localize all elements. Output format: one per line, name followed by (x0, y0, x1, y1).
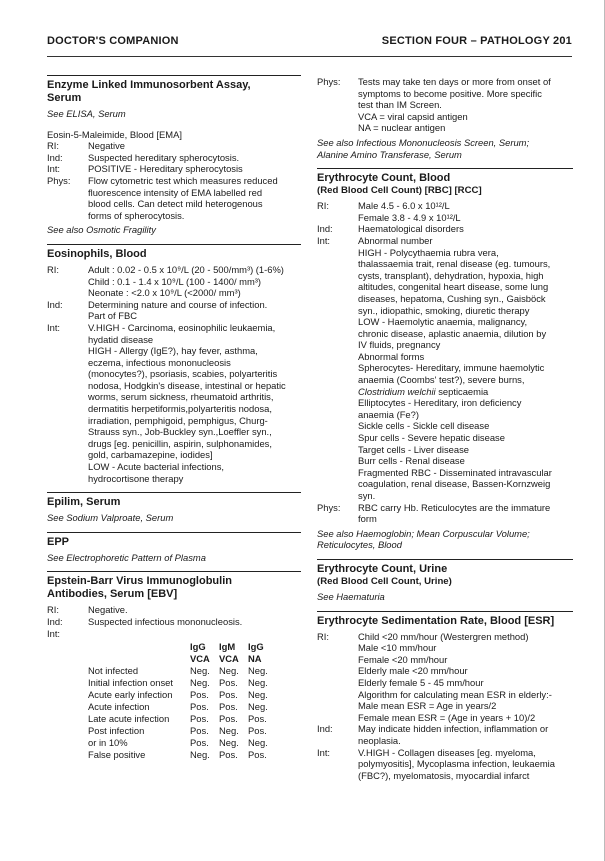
text-line: test than IM Screen. (358, 99, 442, 111)
field-label: Phys: (317, 76, 341, 87)
table-cell: Pos. (219, 749, 238, 761)
left-column (47, 75, 301, 769)
text-line: syn., idiopathic, smoking, diuretic therapy (358, 304, 530, 316)
table-cell: Pos. (190, 725, 209, 737)
field-label: RI: (317, 200, 329, 212)
text-line: thalassaemia trait, renal disease (eg. tumours, (358, 258, 551, 270)
entry-rbc-urine (317, 559, 573, 603)
row-stage: Late acute infection (88, 713, 170, 725)
text-line: fluorescence intensity of EMA labelled red (88, 186, 263, 198)
text-line: (FBC?), myelomatosis, myocardial infarct (358, 769, 530, 781)
field-text (88, 628, 301, 640)
entry-rbc-blood (317, 168, 573, 551)
row-stage: Post infection (88, 725, 145, 737)
text-line: altitudes, congenital heart disease, some lung (358, 281, 549, 293)
table-cell: Neg. (219, 737, 239, 749)
entry-subtitle: (Red Blood Cell Count) [RBC] [RCC] (317, 185, 482, 197)
see-reference: See also Haemoglobin; Mean Corpuscular Volume; Reticulocytes, Blood (317, 527, 530, 551)
entry-title: Erythrocyte Count, Urine (317, 562, 448, 575)
col-header-igg-na: IgG NA (248, 641, 264, 665)
field-text (358, 76, 573, 134)
row-stage: Acute early infection (88, 689, 173, 701)
entry-title: Enzyme Linked Immunosorbent Assay, Serum (47, 79, 251, 104)
entry-title: Eosinophils, Blood (47, 247, 147, 260)
text-line: Strauss syn., Job-Buckley syn.,Loeffler syn., (88, 426, 272, 438)
entry-epilim (47, 492, 301, 524)
text-line: HIGH - Polycythaemia rubra vera, (358, 246, 499, 258)
field-label: Int: (317, 746, 331, 758)
table-row (88, 701, 277, 713)
text-line: V.HIGH - Collagen diseases [eg. myeloma, (358, 746, 536, 758)
ebv-phys-rows (317, 76, 573, 134)
field-label: RI: (317, 630, 329, 642)
row-stage: Acute infection (88, 701, 150, 713)
text-line: LOW - Haemolytic anaemia, malignancy, (358, 316, 528, 328)
table-cell: Pos. (190, 713, 209, 725)
see-reference: See Haematuria (317, 590, 385, 602)
field-text (88, 604, 301, 616)
text-line: Negative (88, 140, 126, 152)
text-line: blood cells. Can detect mild heterogenous (88, 198, 263, 210)
row-stage: or in 10% (88, 737, 128, 749)
field-label: Ind: (317, 223, 333, 235)
text-line: Negative. (88, 604, 128, 616)
text-line: nodosa, Hodgkin's disease, intestinal or hepatic (88, 379, 286, 391)
entry-title: Epilim, Serum (47, 496, 121, 509)
entry-ebv (47, 571, 301, 761)
text-line: VCA = viral capsid antigen (358, 110, 468, 122)
field-label: Ind: (47, 298, 63, 310)
field-row (47, 299, 301, 322)
table-cell: Pos. (219, 689, 238, 701)
table-row (88, 665, 277, 677)
table-cell: Neg. (219, 665, 239, 677)
field-label: Phys: (317, 501, 341, 513)
text-line: Determining nature and course of infection. (88, 298, 268, 310)
field-text (88, 264, 301, 299)
text-line: Flow cytometric test which measures reduced (88, 174, 278, 186)
section-page: SECTION FOUR – PATHOLOGY 201 (381, 35, 572, 47)
text-line: Male <10 mm/hour (358, 642, 437, 654)
field-text (358, 223, 573, 235)
field-label: RI: (47, 140, 59, 152)
text-line: worms, serum sickness, rheumatoid arthritis, (88, 391, 274, 403)
text-line: LOW - Acute bacterial infections, (88, 461, 224, 473)
text-line: Female <20 mm/hour (358, 653, 448, 665)
field-row (317, 747, 573, 782)
ema-name: Eosin-5-Maleimide, Blood [EMA] (47, 128, 182, 140)
table-row (88, 713, 277, 725)
rbc-blood-rows (317, 200, 573, 525)
book-title: DOCTOR'S COMPANION (47, 35, 179, 47)
table-cell: Neg. (248, 737, 268, 749)
entry-subtitle: (Red Blood Cell Count, Urine) (317, 575, 452, 587)
table-cell: Pos. (219, 701, 238, 713)
field-row (47, 163, 301, 175)
text-line: drugs [eg. penicillin, aspirin, sulphonamides, (88, 437, 272, 449)
text-line: POSITIVE - Hereditary spherocytosis (88, 163, 243, 175)
text-line: Burr cells - Renal disease (358, 455, 465, 467)
text-line: anaemia (Fe?) (358, 408, 419, 420)
table-cell: Neg. (248, 665, 268, 677)
text-line: symptoms to become positive. More specific (358, 87, 542, 99)
text-line: Elderly female 5 - 45 mm/hour (358, 676, 484, 688)
field-row (317, 235, 573, 502)
see-reference: See Sodium Valproate, Serum (47, 512, 174, 524)
field-label: Int: (47, 163, 61, 175)
table-cell: Pos. (248, 713, 267, 725)
table-cell: Pos. (248, 749, 267, 761)
field-label: Int: (47, 321, 61, 333)
entry-epp (47, 532, 301, 564)
entry-title: Erythrocyte Count, Blood (317, 172, 451, 185)
text-line: Target cells - Liver disease (358, 443, 469, 455)
text-line: (monocytes?), psoriasis, scabies, polyarteritis (88, 368, 278, 380)
field-label: Int: (317, 234, 331, 246)
row-stage: False positive (88, 749, 146, 761)
text-line: neoplasia. (358, 734, 401, 746)
field-row (317, 631, 573, 724)
entry-title: Epstein-Barr Virus Immunoglobulin Antibodies, Serum [EBV] (47, 575, 232, 601)
table-row (88, 737, 277, 749)
table-cell: Neg. (190, 749, 210, 761)
field-text (88, 140, 301, 152)
field-row (47, 628, 301, 640)
see-reference: See ELISA, Serum (47, 108, 126, 119)
text-line: Elliptocytes - Hereditary, iron deficiency (358, 397, 522, 409)
entry-elisa (47, 75, 301, 236)
field-text (358, 747, 573, 782)
text-line: gold, carbamazepine, iodides] (88, 449, 213, 461)
text-line: NA = nuclear antigen (358, 122, 446, 134)
text-line: Male 4.5 - 6.0 x 10¹²/L (358, 200, 450, 212)
table-cell: Pos. (248, 725, 267, 737)
text-line: Algorithm for calculating mean ESR in elderly:- (358, 688, 552, 700)
table-cell: Pos. (219, 713, 238, 725)
field-text (88, 299, 301, 322)
entry-ebv-continued (317, 76, 573, 160)
see-reference: See also Infectious Mononucleosis Screen, Serum; Alanine Amino Transferase, Serum (317, 136, 530, 160)
text-line: anaemia (Coombs' test?), severe burns, (358, 374, 525, 386)
table-cell: Neg. (190, 665, 210, 677)
field-text (88, 322, 301, 484)
field-row (47, 604, 301, 616)
col-header-igm-vca: IgM VCA (219, 641, 239, 665)
table-row (88, 749, 277, 761)
text-line: Spur cells - Severe hepatic disease (358, 432, 505, 444)
entry-esr (317, 611, 573, 782)
field-text (358, 631, 573, 724)
text-line: Abnormal forms (358, 350, 425, 362)
table-cell: Pos. (190, 737, 209, 749)
table-row (88, 677, 277, 689)
row-stage: Not infected (88, 665, 139, 677)
field-label: Ind: (317, 723, 333, 735)
field-label: Int: (47, 627, 61, 639)
field-text (88, 152, 301, 164)
field-row (317, 223, 573, 235)
ema-rows (47, 140, 301, 221)
eosinophils-rows (47, 264, 301, 484)
row-stage: Initial infection onset (88, 677, 173, 689)
field-text (358, 502, 573, 525)
text-line: Child <20 mm/hour (Westergren method) (358, 630, 529, 642)
text-line: Neonate : <2.0 x 10⁹/L (<2000/ mm³) (88, 287, 241, 299)
text-line: Spherocytes- Hereditary, immune haemolytic (358, 362, 545, 374)
field-label: Ind: (47, 616, 63, 627)
esr-rows (317, 631, 573, 782)
see-reference: See Electrophoretic Pattern of Plasma (47, 551, 206, 563)
running-header (47, 36, 572, 50)
header-rule (47, 56, 572, 57)
field-row (47, 140, 301, 152)
text-line (88, 628, 301, 640)
field-label: Ind: (47, 151, 63, 163)
text-line: Fragmented RBC - Disseminated intravascular (358, 466, 552, 478)
text-line: IV fluids, pregnancy (358, 339, 441, 351)
text-line: Female mean ESR = (Age in years + 10)/2 (358, 711, 536, 723)
field-text (88, 616, 301, 628)
text-line: eczema, infectious mononucleosis (88, 356, 231, 368)
text-line: polymyositis], Mycoplasma infection, leukaemia (358, 758, 555, 770)
text-line: V.HIGH - Carcinoma, eosinophilic leukaemia, (88, 321, 276, 333)
text-line: Part of FBC (88, 310, 137, 322)
text-line: dermatitis herpetiformis,polyarteritis nodosa, (88, 403, 272, 415)
table-cell: Pos. (190, 701, 209, 713)
text-line: forms of spherocytosis. (88, 209, 185, 221)
text-line: Adult : 0.02 - 0.5 x 10⁹/L (20 - 500/mm³) (1-6%) (88, 263, 284, 275)
field-text (358, 723, 573, 746)
text-line: Elderly male <20 mm/hour (358, 665, 468, 677)
text-line: HIGH - Allergy (IgE?), hay fever, asthma, (88, 345, 258, 357)
entry-title: Erythrocyte Sedimentation Rate, Blood [ESR] (317, 614, 555, 627)
table-cell: Neg. (248, 689, 268, 701)
text-line: irradiation, pemphigoid, pemphigus, Churg- (88, 414, 268, 426)
text-line: Clostridium welchii septicaemia (358, 385, 489, 397)
field-label: RI: (47, 604, 59, 616)
text-line: Suspected hereditary spherocytosis. (88, 151, 240, 163)
field-row (317, 76, 573, 134)
table-cell: Pos. (190, 689, 209, 701)
entry-title: EPP (47, 535, 70, 548)
text-line: hydrocortisone therapy (88, 472, 184, 484)
text-line: chronic disease, aplastic anaemia, dilution by (358, 327, 547, 339)
table-row (88, 689, 277, 701)
text-line: Tests may take ten days or more from onset of (358, 76, 551, 87)
col-header-igg-vca: IgG VCA (190, 641, 210, 665)
entry-eosinophils (47, 244, 301, 484)
text-line: Suspected infectious mononucleosis. (88, 616, 243, 627)
field-row (47, 616, 301, 628)
field-row (317, 200, 573, 223)
text-line: May indicate hidden infection, inflammation or (358, 723, 549, 735)
text-line: Abnormal number (358, 234, 433, 246)
text-line: Male mean ESR = Age in years/2 (358, 700, 497, 712)
text-line: Haematological disorders (358, 223, 464, 235)
field-row (47, 175, 301, 221)
text-line: hydatid disease (88, 333, 154, 345)
table-cell: Neg. (248, 701, 268, 713)
text-line: Sickle cells - Sickle cell disease (358, 420, 490, 432)
text-line: Female 3.8 - 4.9 x 10¹²/L (358, 211, 461, 223)
field-row (47, 264, 301, 299)
right-column (317, 76, 573, 789)
field-label: RI: (47, 263, 59, 275)
table-cell: Neg. (219, 725, 239, 737)
text-line: syn. (358, 490, 376, 501)
field-row (317, 502, 573, 525)
table-cell: Pos. (219, 677, 238, 689)
text-line: Child : 0.1 - 1.4 x 10⁹/L (100 - 1400/ mm³) (88, 275, 262, 287)
text-line: coagulation, renal disease, Bassen-Kornzweig (358, 478, 551, 490)
text-line: RBC carry Hb. Reticulocytes are the immature (358, 501, 551, 513)
field-row (47, 152, 301, 164)
field-row (47, 322, 301, 484)
table-cell: Neg. (248, 677, 268, 689)
field-text (88, 163, 301, 175)
text-line: form (358, 513, 377, 525)
text-line: diseases, hepatoma, Cushing syn., Gaisböck (358, 292, 546, 304)
text-line: cysts, transplant), dehydration, hypoxia, high (358, 269, 544, 281)
field-text (358, 200, 573, 223)
field-row (317, 723, 573, 746)
field-label: Phys: (47, 174, 71, 186)
field-text (88, 175, 301, 221)
table-cell: Neg. (190, 677, 210, 689)
see-reference: See also Osmotic Fragility (47, 224, 156, 236)
table-row (88, 725, 277, 737)
ebv-rows (47, 604, 301, 639)
ebv-antibody-table (88, 641, 277, 761)
field-text (358, 235, 573, 502)
